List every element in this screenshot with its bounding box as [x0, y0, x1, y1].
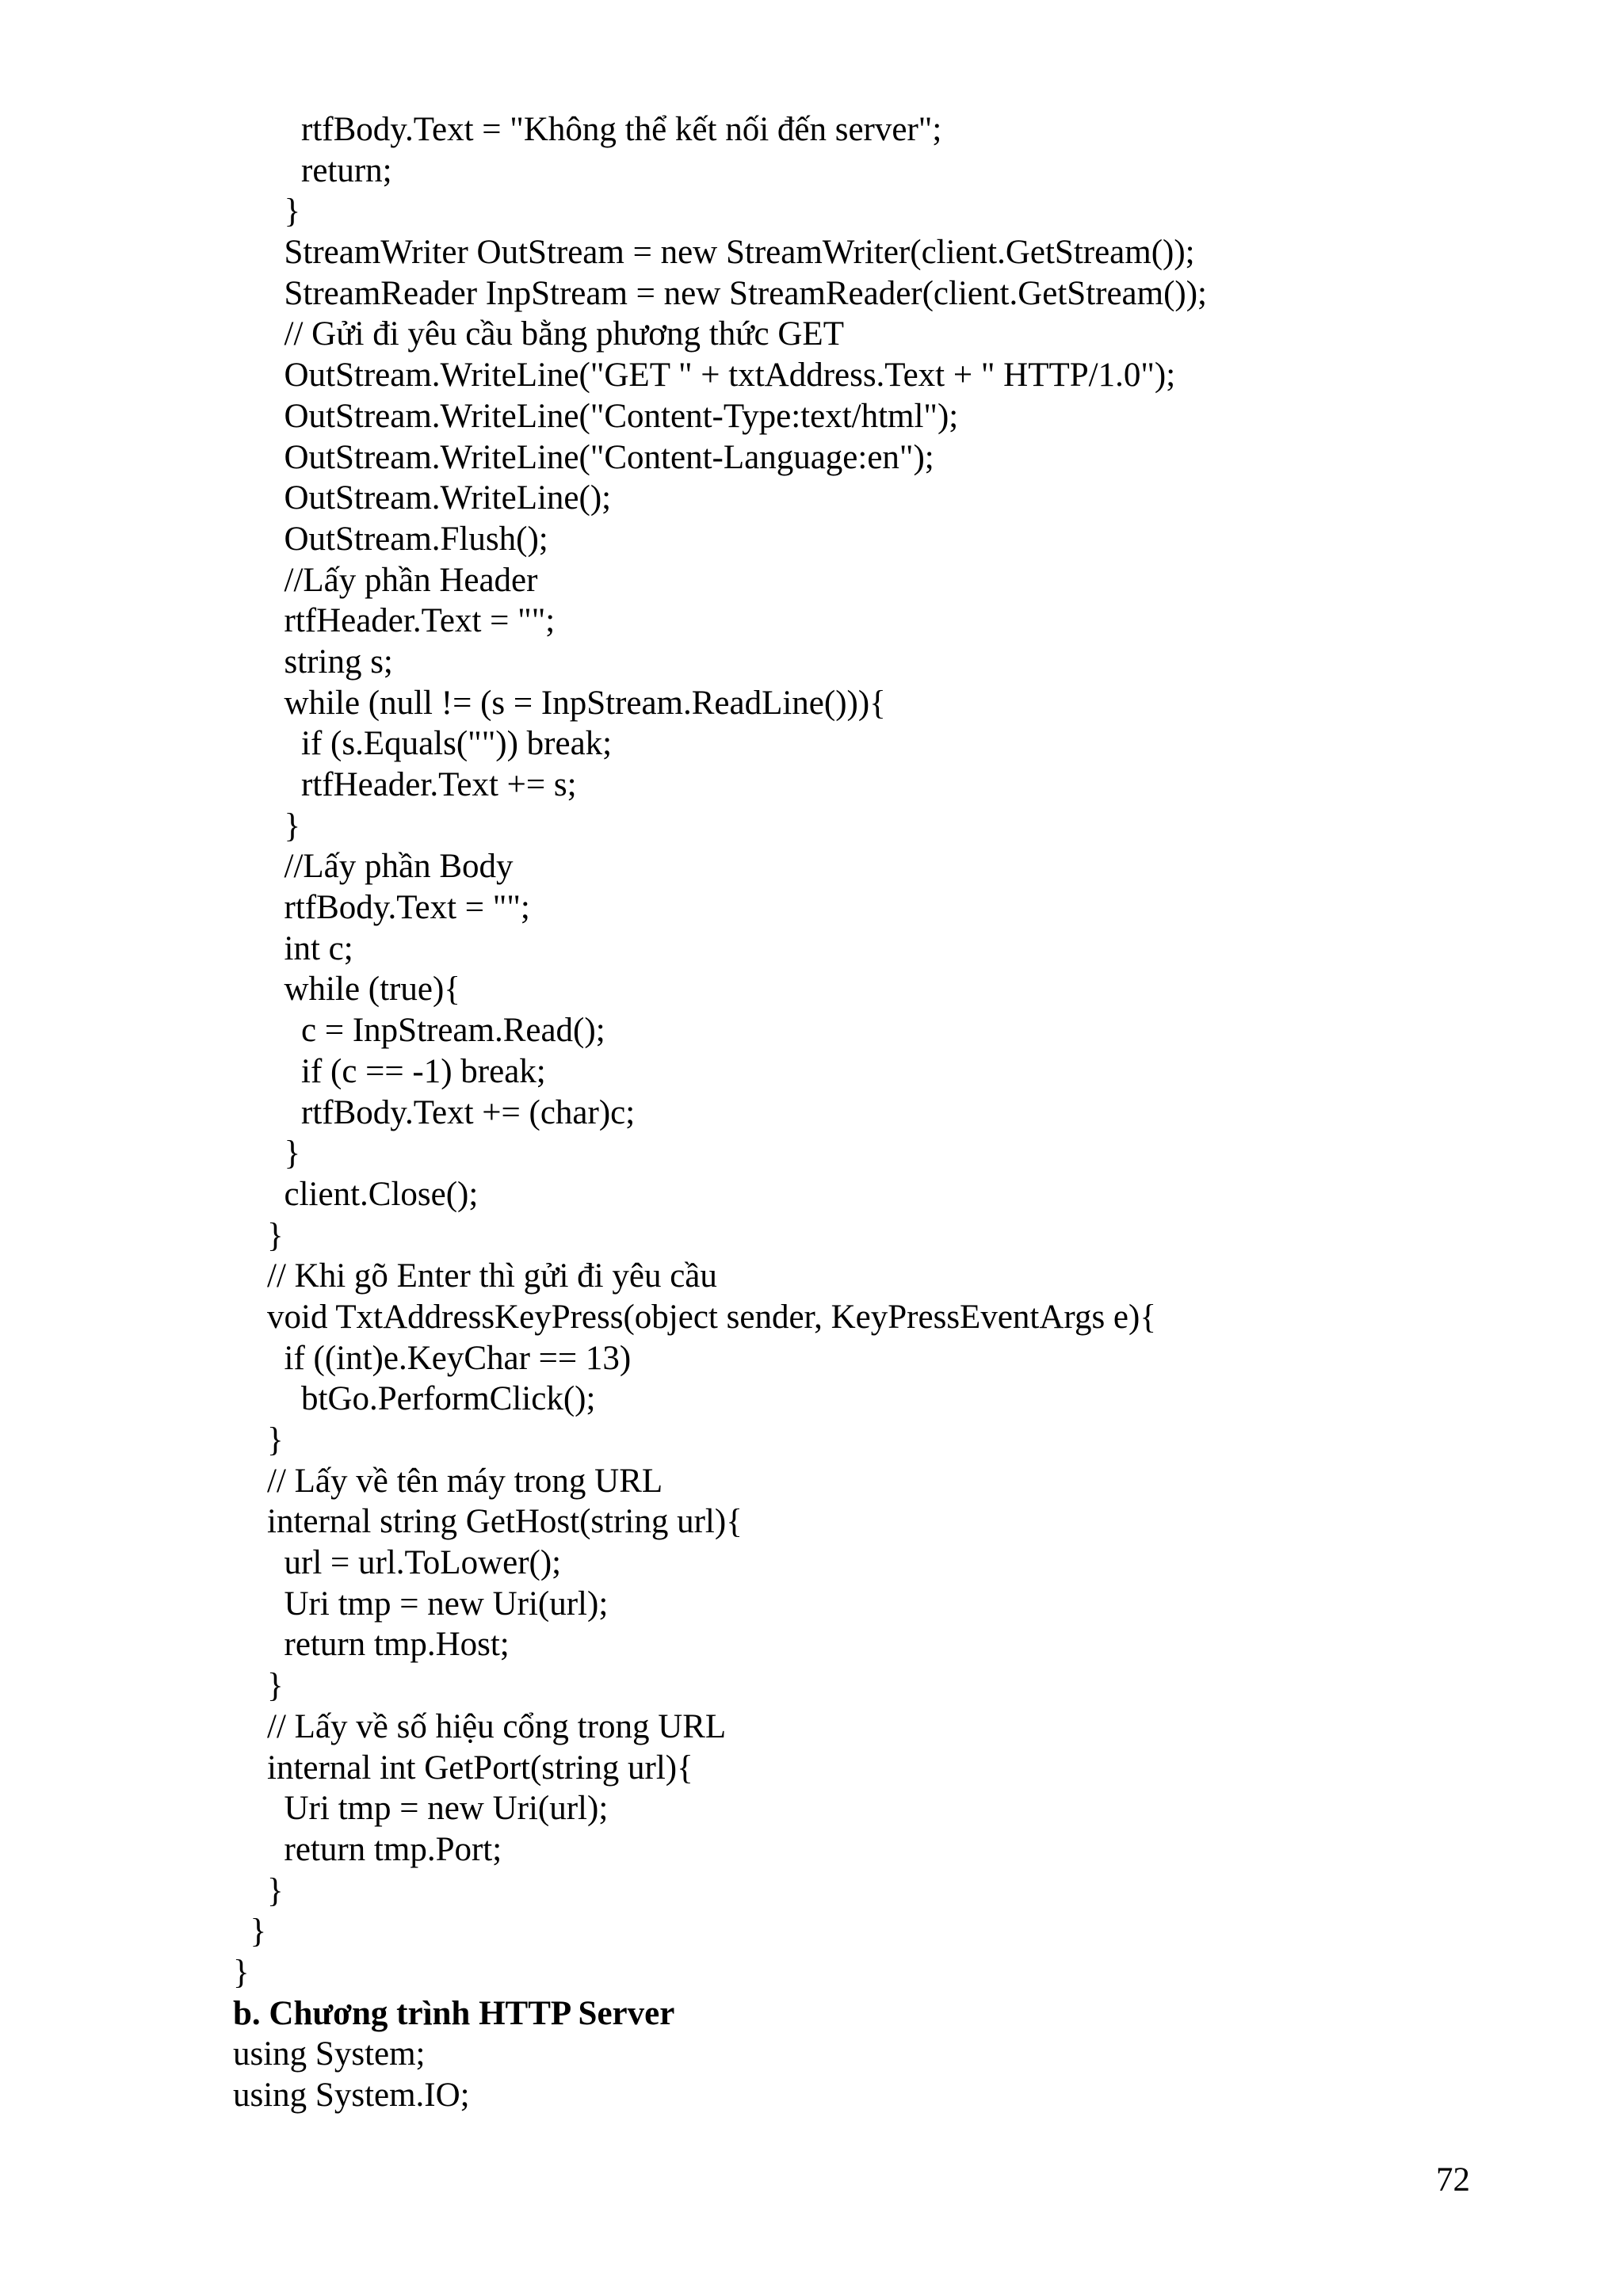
code-line: return;: [233, 151, 392, 189]
code-line: OutStream.WriteLine("Content-Type:text/html");: [233, 397, 959, 435]
code-line: int c;: [233, 929, 353, 967]
code-line: }: [233, 1913, 267, 1951]
code-comment-line: //Lấy phần Header: [233, 561, 538, 599]
code-listing: [233, 109, 1580, 2116]
code-line: rtfBody.Text = "";: [233, 889, 530, 927]
code-line: }: [233, 1135, 301, 1173]
code-line: using System.IO;: [233, 2077, 470, 2114]
code-line: return tmp.Port;: [233, 1830, 502, 1868]
code-line: StreamReader InpStream = new StreamReader(client.GetStream());: [233, 274, 1207, 312]
code-line: }: [233, 1953, 250, 1991]
code-line: if (c == -1) break;: [233, 1052, 546, 1090]
code-line: }: [233, 1667, 284, 1705]
code-line: string s;: [233, 643, 393, 681]
section-heading: b. Chương trình HTTP Server: [233, 1994, 675, 2032]
code-line: rtfBody.Text += (char)c;: [233, 1093, 636, 1131]
code-line: Uri tmp = new Uri(url);: [233, 1790, 609, 1828]
code-line: }: [233, 193, 301, 231]
code-line: void TxtAddressKeyPress(object sender, KeyPressEventArgs e){: [233, 1298, 1156, 1336]
code-comment-line: // Khi gõ Enter thì gửi đi yêu cầu: [233, 1257, 717, 1295]
code-line: OutStream.Flush();: [233, 520, 548, 558]
code-line: rtfHeader.Text = "";: [233, 602, 556, 640]
code-line: StreamWriter OutStream = new StreamWriter(client.GetStream());: [233, 234, 1195, 272]
code-line: Uri tmp = new Uri(url);: [233, 1585, 609, 1623]
code-line: }: [233, 1216, 284, 1254]
code-line: if (s.Equals("")) break;: [233, 725, 613, 763]
code-line: while (true){: [233, 971, 460, 1009]
code-line: rtfHeader.Text += s;: [233, 766, 577, 803]
code-line: c = InpStream.Read();: [233, 1012, 605, 1050]
code-line: OutStream.WriteLine("GET " + txtAddress.Text + " HTTP/1.0");: [233, 357, 1176, 395]
code-line: internal string GetHost(string url){: [233, 1503, 743, 1541]
code-comment-line: // Gửi đi yêu cầu bằng phương thức GET: [233, 315, 844, 353]
code-line: btGo.PerformClick();: [233, 1380, 596, 1418]
code-line: OutStream.WriteLine();: [233, 479, 612, 517]
code-line: return tmp.Host;: [233, 1626, 510, 1664]
code-line: if ((int)e.KeyChar == 13): [233, 1339, 632, 1377]
code-comment-line: // Lấy về tên máy trong URL: [233, 1462, 663, 1500]
code-line: rtfBody.Text = "Không thể kết nối đến server";: [233, 111, 942, 148]
code-comment-line: //Lấy phần Body: [233, 848, 514, 886]
code-line: }: [233, 1871, 284, 1909]
code-line: client.Close();: [233, 1175, 479, 1213]
code-line: using System;: [233, 2035, 426, 2073]
code-line: }: [233, 1421, 284, 1459]
code-comment-line: // Lấy về số hiệu cổng trong URL: [233, 1707, 727, 1745]
code-line: internal int GetPort(string url){: [233, 1749, 693, 1787]
page-number: 72: [1436, 2161, 1470, 2199]
code-line: while (null != (s = InpStream.ReadLine())){: [233, 684, 886, 722]
code-line: url = url.ToLower();: [233, 1544, 562, 1582]
code-line: OutStream.WriteLine("Content-Language:en");: [233, 438, 934, 476]
code-line: }: [233, 807, 301, 845]
